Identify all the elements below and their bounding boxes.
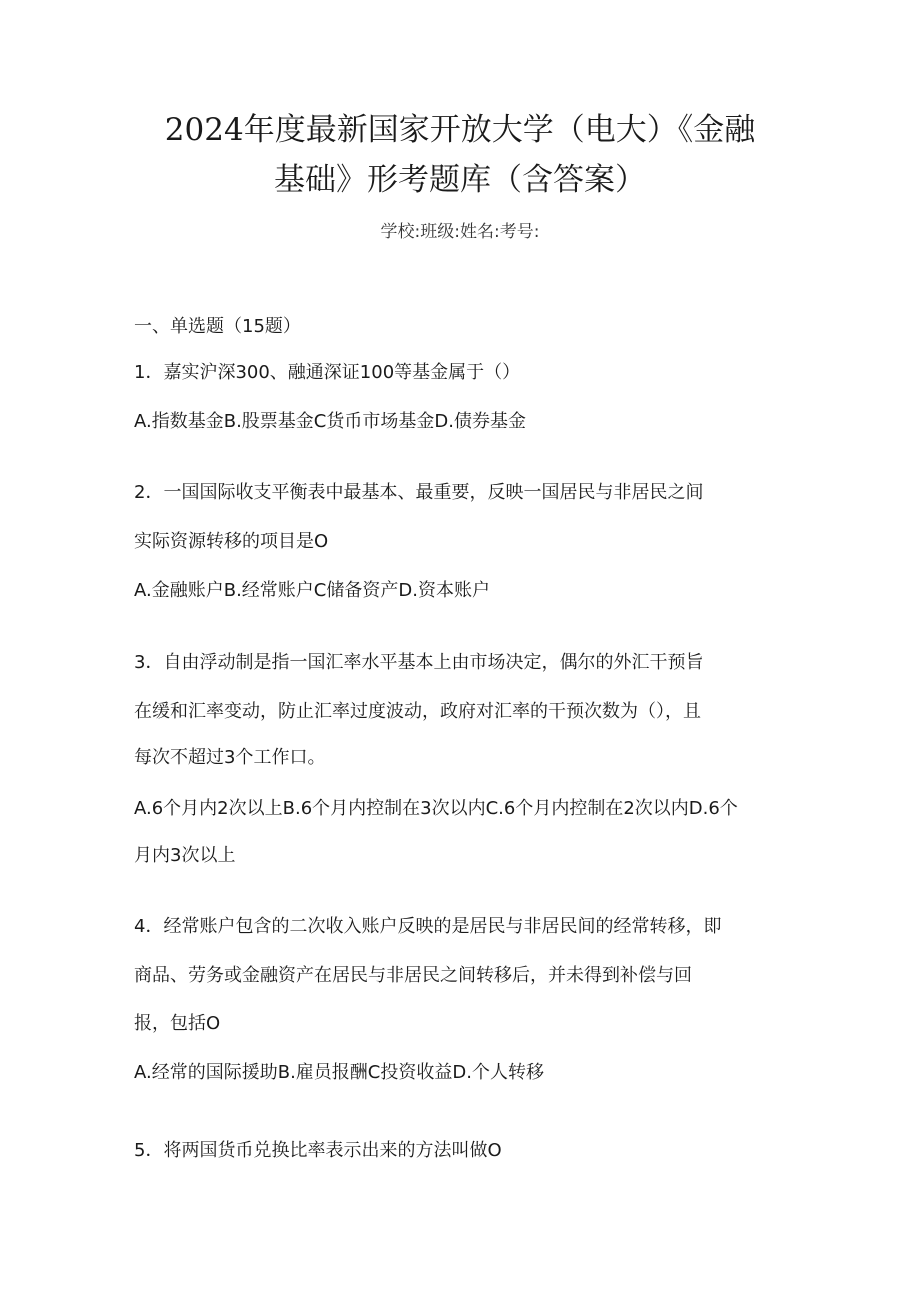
student-info-line: 学校:班级:姓名:考号: bbox=[380, 222, 540, 242]
question-5-text: 5．将两国货币兑换比率表示出来的方法叫做O bbox=[134, 1140, 502, 1161]
question-4-text: 报，包括O bbox=[134, 1013, 221, 1034]
document-title-line-2: 基础》形考题库（含答案） bbox=[274, 162, 646, 198]
question-4-text: 商品、劳务或金融资产在居民与非居民之间转移后，并未得到补偿与回 bbox=[134, 965, 692, 986]
question-3-options: A.6个月内2次以上B.6个月内控制在3次以内C.6个月内控制在2次以内D.6个 bbox=[134, 798, 738, 819]
question-4-options: A.经常的国际援助B.雇员报酬C投资收益D.个人转移 bbox=[134, 1062, 544, 1083]
question-3-options: 月内3次以上 bbox=[134, 845, 236, 866]
question-2-text: 2．一国国际收支平衡表中最基本、最重要，反映一国居民与非居民之间 bbox=[134, 482, 704, 503]
question-3-text: 3．自由浮动制是指一国汇率水平基本上由市场决定，偶尔的外汇干预旨 bbox=[134, 652, 704, 673]
question-1-options: A.指数基金B.股票基金C货币市场基金D.债券基金 bbox=[134, 411, 526, 432]
question-2-options: A.金融账户B.经常账户C储备资产D.资本账户 bbox=[134, 580, 490, 601]
section-heading: 一、单选题（15题） bbox=[134, 316, 301, 337]
question-2-text: 实际资源转移的项目是O bbox=[134, 531, 329, 552]
question-3-text: 每次不超过3个工作口。 bbox=[134, 747, 326, 768]
document-title-line-1: 2024年度最新国家开放大学（电大）《金融 bbox=[164, 112, 756, 148]
question-4-text: 4．经常账户包含的二次收入账户反映的是居民与非居民间的经常转移，即 bbox=[134, 916, 722, 937]
question-3-text: 在缓和汇率变动，防止汇率过度波动，政府对汇率的干预次数为（），且 bbox=[134, 701, 701, 722]
question-1-text: 1．嘉实沪深300、融通深证100等基金属于（） bbox=[134, 362, 521, 383]
